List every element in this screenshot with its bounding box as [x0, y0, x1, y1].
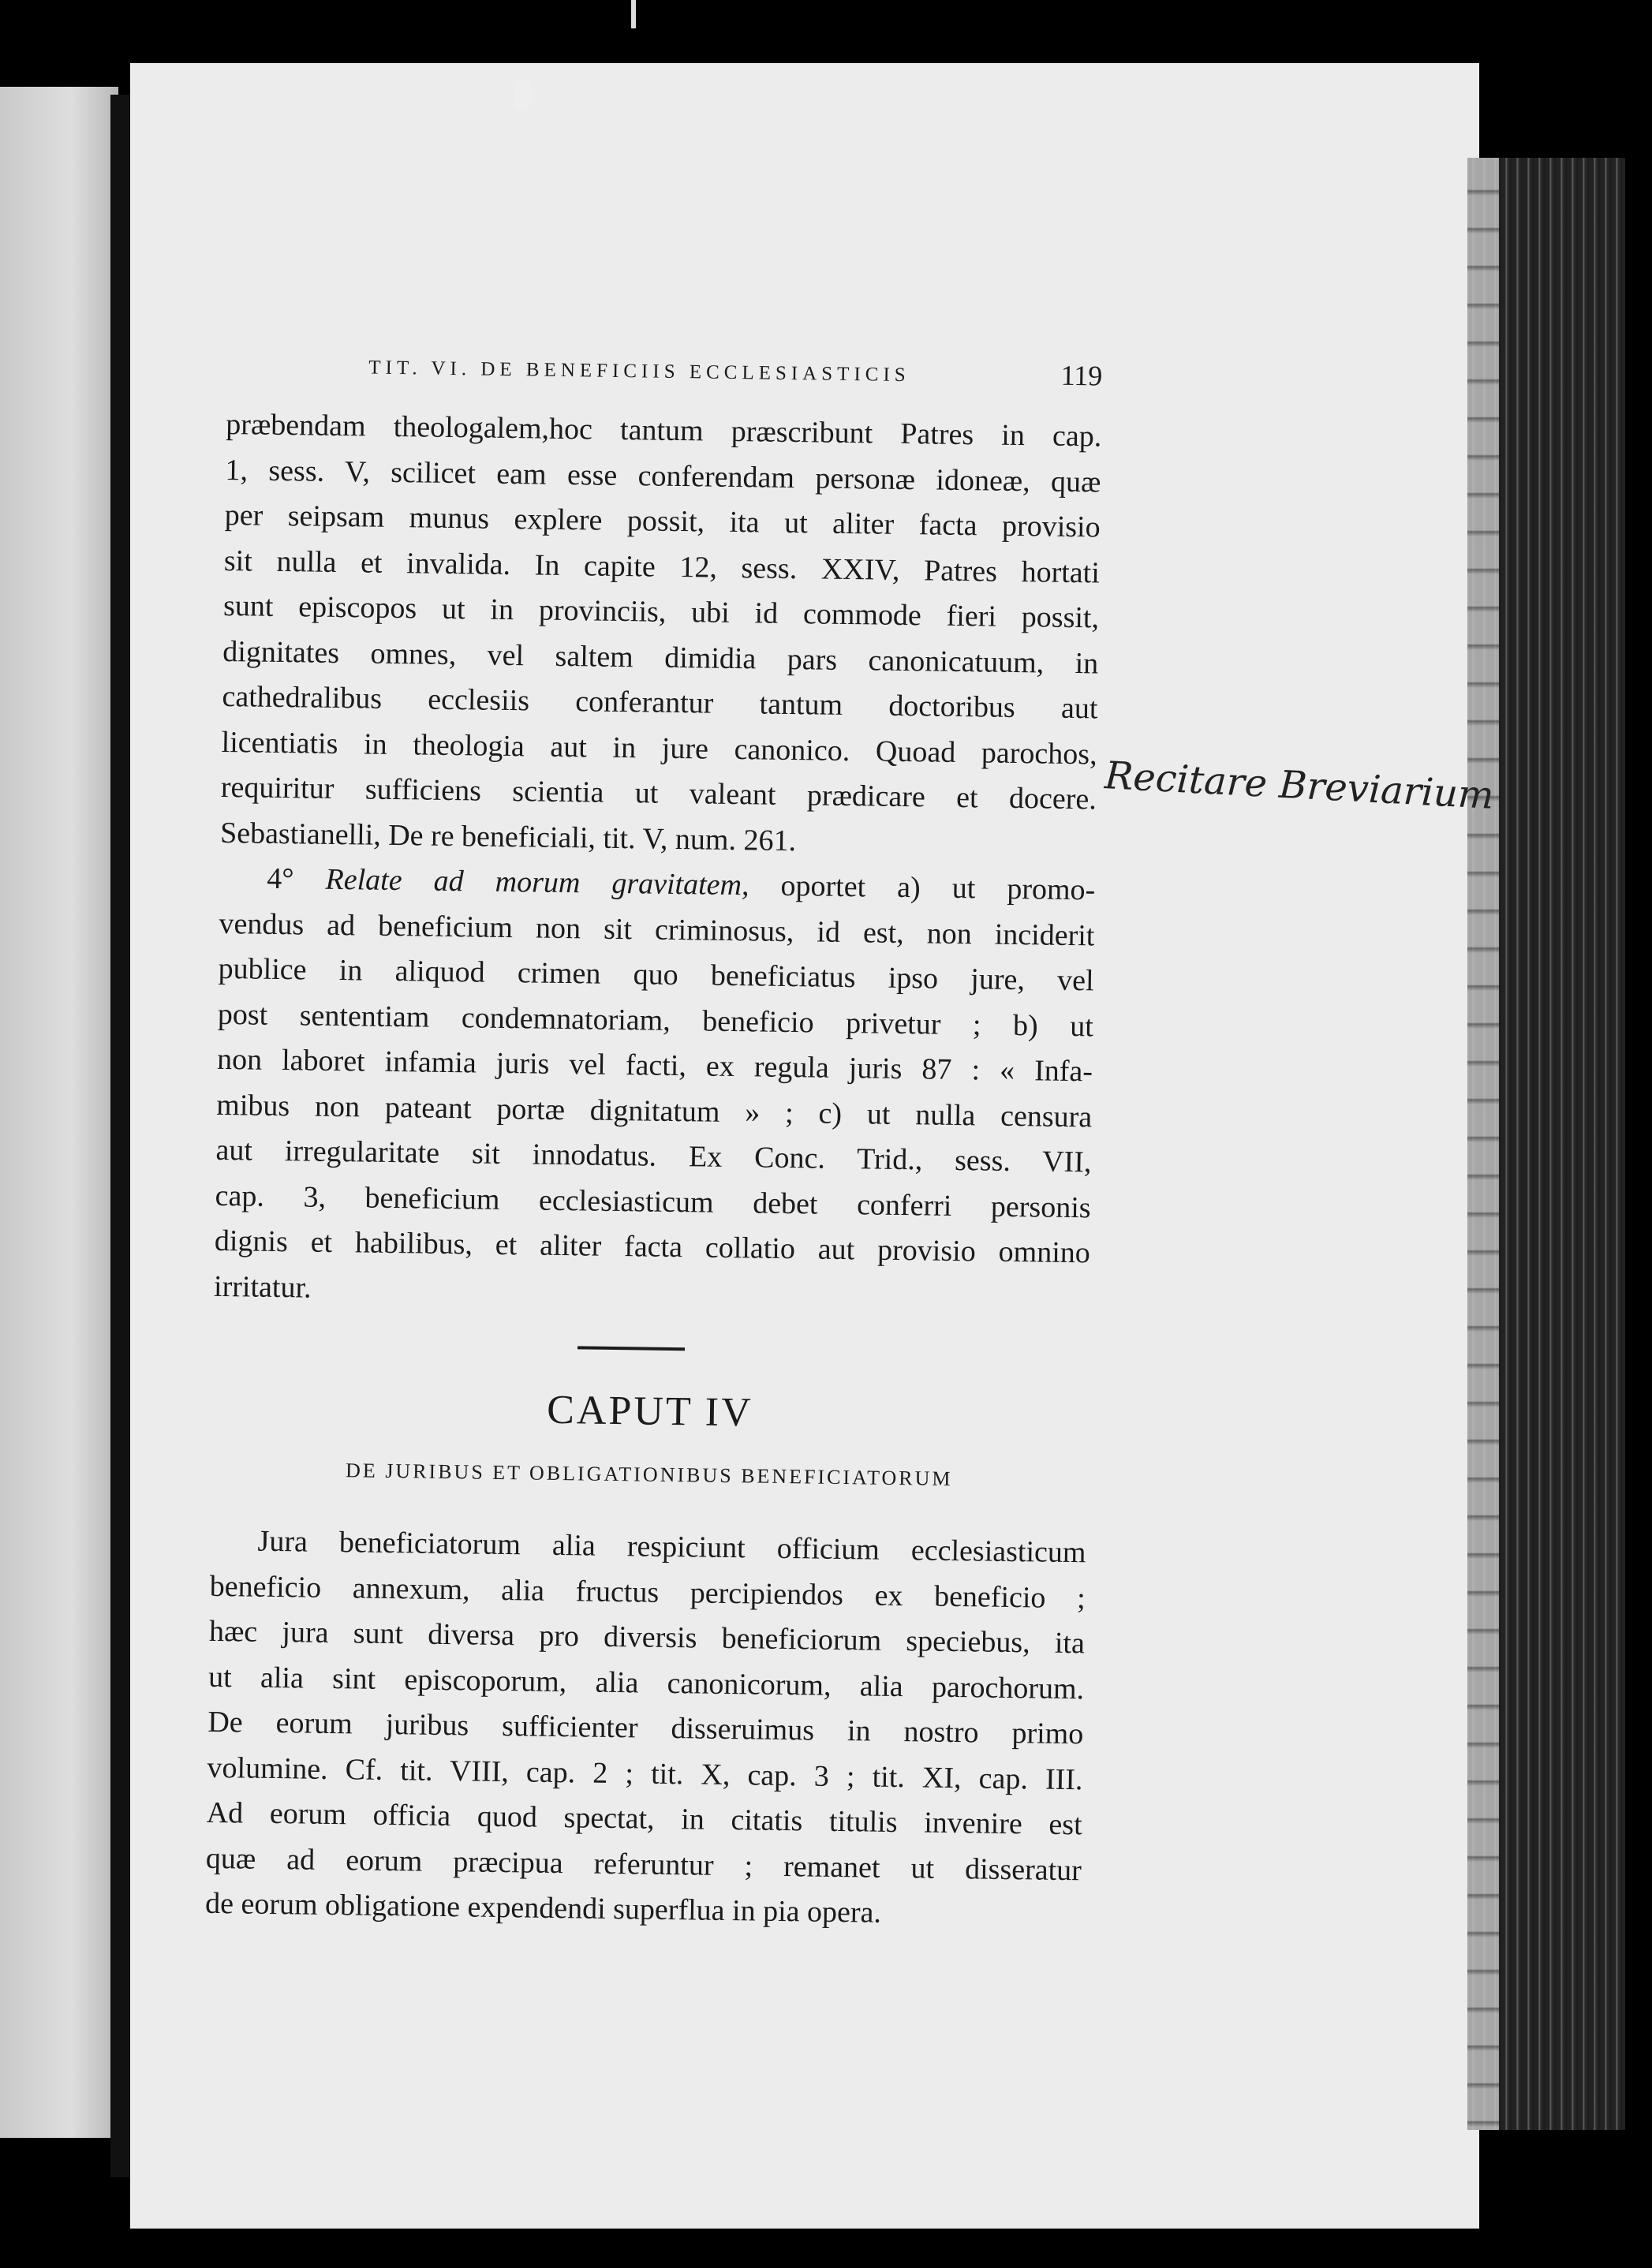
text-line: irritatur.: [213, 1269, 312, 1305]
text-line: cathedralibus ecclesiis conferantur tantum doctoribus aut: [222, 679, 1098, 726]
text-line: cap. 3, beneficium ecclesiasticum debet conferri personis: [215, 1179, 1091, 1224]
paragraph-3: [205, 1519, 1086, 1939]
chapter-subtitle: DE JURIBUS ET OBLIGATIONIBUS BENEFICIATORUM: [345, 1459, 953, 1490]
text-line: dignis et habilibus, et aliter facta collatio aut provisio omnino: [214, 1224, 1091, 1270]
text-line: requiritur sufficiens scientia ut valeant prædicare et docere.: [220, 770, 1097, 816]
book-gutter: [110, 95, 133, 2177]
section-number: 4°: [267, 861, 294, 896]
page-fore-edge-highlight: [1467, 158, 1499, 2130]
text-line: ut alia sint episcoporum, alia canonicorum, alia parochorum.: [207, 1660, 1085, 1706]
text-line: non laboret infamia juris vel facti, ex regula juris 87 : « Infa-: [216, 1042, 1093, 1089]
text-line: quæ ad eorum præcipua referuntur ; remanet ut disseratur: [205, 1841, 1082, 1887]
text-line: publice in aliquod crimen quo beneficiatus ipso jure, vel: [218, 951, 1094, 998]
scan-mark: [631, 0, 636, 28]
scan-mark-2: [514, 79, 532, 110]
text-line: licentiatis in theologia aut in jure canonico. Quoad parochos,: [221, 725, 1097, 771]
text-line: vendus ad beneficium non sit criminosus, id est, non inciderit: [219, 906, 1095, 952]
text-line: De eorum juribus sufficienter disseruimus in nostro primo: [207, 1705, 1084, 1751]
left-page-edge: [0, 87, 118, 2138]
first-line-rest: oportet a) ut promo-: [780, 869, 1096, 907]
text-line: mibus non pateant portæ dignitatum » ; c) ut nulla censura: [216, 1088, 1093, 1134]
paragraph-2: [214, 856, 1096, 1321]
text-line: hæc jura sunt diversa pro diversis beneficiorum speciebus, ita: [208, 1614, 1086, 1661]
text-line: dignitates omnes, vel saltem dimidia pars canonicatuum, in: [222, 634, 1099, 680]
text-line: Ad eorum officia quod spectat, in citatis titulis invenire est: [206, 1795, 1082, 1842]
text-line: Jura beneficiatorum alia respiciunt officium ecclesiasticum: [257, 1524, 1086, 1570]
page-number: 119: [1060, 359, 1103, 392]
text-line: aut irregularitate sit innodatus. Ex Conc. Trid., sess. VII,: [215, 1133, 1092, 1179]
running-head-title: TIT. VI. DE BENEFICIIS ECCLESIASTICIS: [368, 357, 910, 387]
section-heading: Relate ad morum gravitatem,: [325, 862, 749, 902]
text-line: præbendam theologalem,hoc tantum præscribunt Patres in cap.: [226, 407, 1102, 454]
section-divider: [577, 1346, 685, 1351]
text-line: volumine. Cf. tit. VIII, cap. 2 ; tit. X, cap. 3 ; tit. XI, cap. III.: [207, 1751, 1083, 1796]
handwritten-marginal-note: Recitare Breviarium: [1103, 753, 1495, 818]
page-text-block: [205, 331, 1103, 1939]
text-line: de eorum obligatione expendendi superflua in pia opera.: [204, 1886, 882, 1930]
chapter-title: CAPUT IV: [546, 1387, 754, 1436]
text-line: beneficio annexum, alia fructus percipiendos ex beneficio ;: [209, 1569, 1086, 1615]
text-line: sunt episcopos ut in provinciis, ubi id commode fieri possit,: [222, 588, 1100, 635]
text-line: Sebastianelli, De re beneficiali, tit. V, num. 261.: [219, 816, 797, 858]
text-line: sit nulla et invalida. In capite 12, sess. XXIV, Patres hortati: [223, 544, 1101, 589]
text-line: post sententiam condemnatoriam, beneficio privetur ; b) ut: [217, 997, 1094, 1043]
text-line: 1, sess. V, scilicet eam esse conferendam personæ idoneæ, quæ: [225, 453, 1101, 499]
text-line: per seipsam munus explere possit, ita ut aliter facta provisio: [224, 498, 1101, 544]
paragraph-1: [220, 402, 1102, 868]
running-head: [226, 331, 1103, 414]
